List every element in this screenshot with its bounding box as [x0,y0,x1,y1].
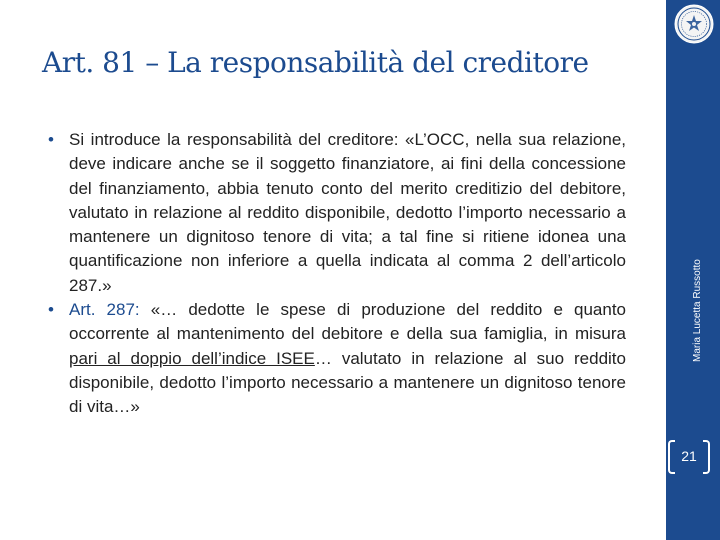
bullet-text: «… dedotte le spese di produzione del reddito e quanto occorrente al mantenimento del debitore e della sua famiglia, in misura [69,300,627,344]
right-bracket [703,440,710,474]
bullet-item [48,298,626,419]
slide-title: Art. 81 – La responsabilità del creditore [42,46,589,79]
bullet-text: … valutato in relazione al suo reddito disponibile, dedotto l’importo necessario a mantenere un dignitoso tenore di vita…» [69,348,626,417]
author-label: Maria Lucetta Russotto [692,259,703,362]
slide-body [48,128,626,420]
bullet-item [48,128,626,298]
page-number: 21 [681,448,697,464]
underlined-text: pari al doppio dell’indice ISEE [69,348,315,368]
university-seal-icon [674,4,714,44]
page-number-badge [668,440,710,474]
bullet-text: Si introduce la responsabilità del creditore: «L’OCC, nella sua relazione, deve indicare anche se il soggetto finanziatore, ai fini della concessione del finanziamento, abbia tenuto conto del merito creditizio del debitore, valutato in relazione al reddito disponibile, dedotto l’importo necessario a mantenere un dignitoso tenore di vita; a tal fine si ritiene idonea una quantificazione non inferiore a quella indicata al comma 2 dell’articolo 287.» [69,130,626,295]
article-reference: Art. 287: [69,300,140,320]
